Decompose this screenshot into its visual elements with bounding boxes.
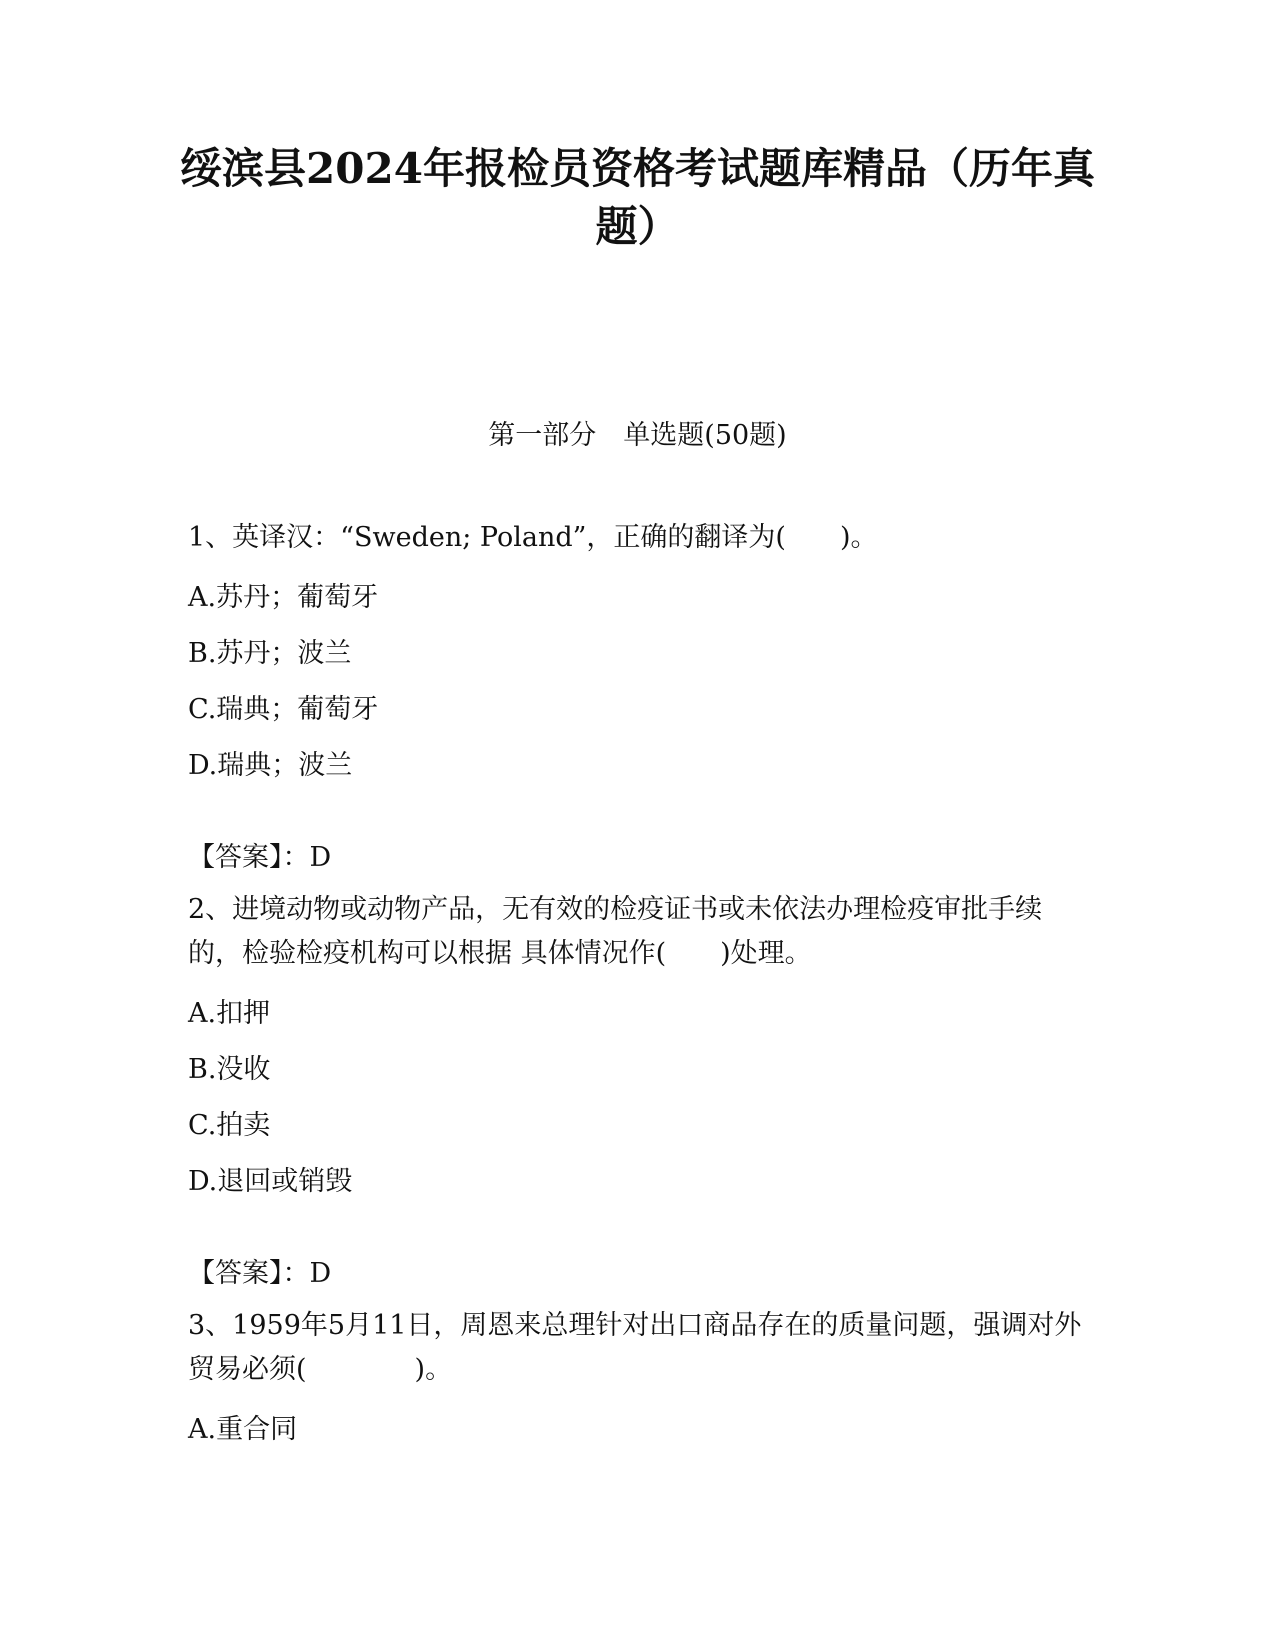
question-1	[188, 516, 1088, 888]
question-list	[188, 516, 1088, 1448]
answer: 【答案】：D	[188, 842, 332, 873]
question-stem: 2、进境动物或动物产品，无有效的检疫证书或未依法办理检疫审批手续的，检验检疫机构可以根据 具体情况作( )处理。	[188, 894, 1043, 969]
answer: 【答案】：D	[188, 1258, 332, 1289]
option-c: C.拍卖	[188, 1110, 271, 1141]
option-b: B.苏丹；波兰	[188, 638, 352, 669]
question-3	[188, 1304, 1088, 1448]
question-stem: 1、英译汉：“Sweden; Poland”，正确的翻译为( )。	[188, 522, 878, 553]
document-title: 绥滨县2024年报检员资格考试题库精品（历年真题）	[180, 144, 1095, 251]
option-d: D.退回或销毁	[188, 1166, 353, 1197]
option-a: A.重合同	[188, 1414, 298, 1445]
question-stem: 3、1959年5月11日，周恩来总理针对出口商品存在的质量问题，强调对外贸易必须( )。	[188, 1310, 1082, 1385]
option-c: C.瑞典；葡萄牙	[188, 694, 379, 725]
option-b: B.没收	[188, 1054, 271, 1085]
question-2	[188, 888, 1088, 1304]
section-heading: 第一部分 单选题(50题)	[488, 420, 787, 451]
option-a: A.苏丹；葡萄牙	[188, 582, 379, 613]
option-d: D.瑞典；波兰	[188, 750, 353, 781]
option-a: A.扣押	[188, 998, 271, 1029]
